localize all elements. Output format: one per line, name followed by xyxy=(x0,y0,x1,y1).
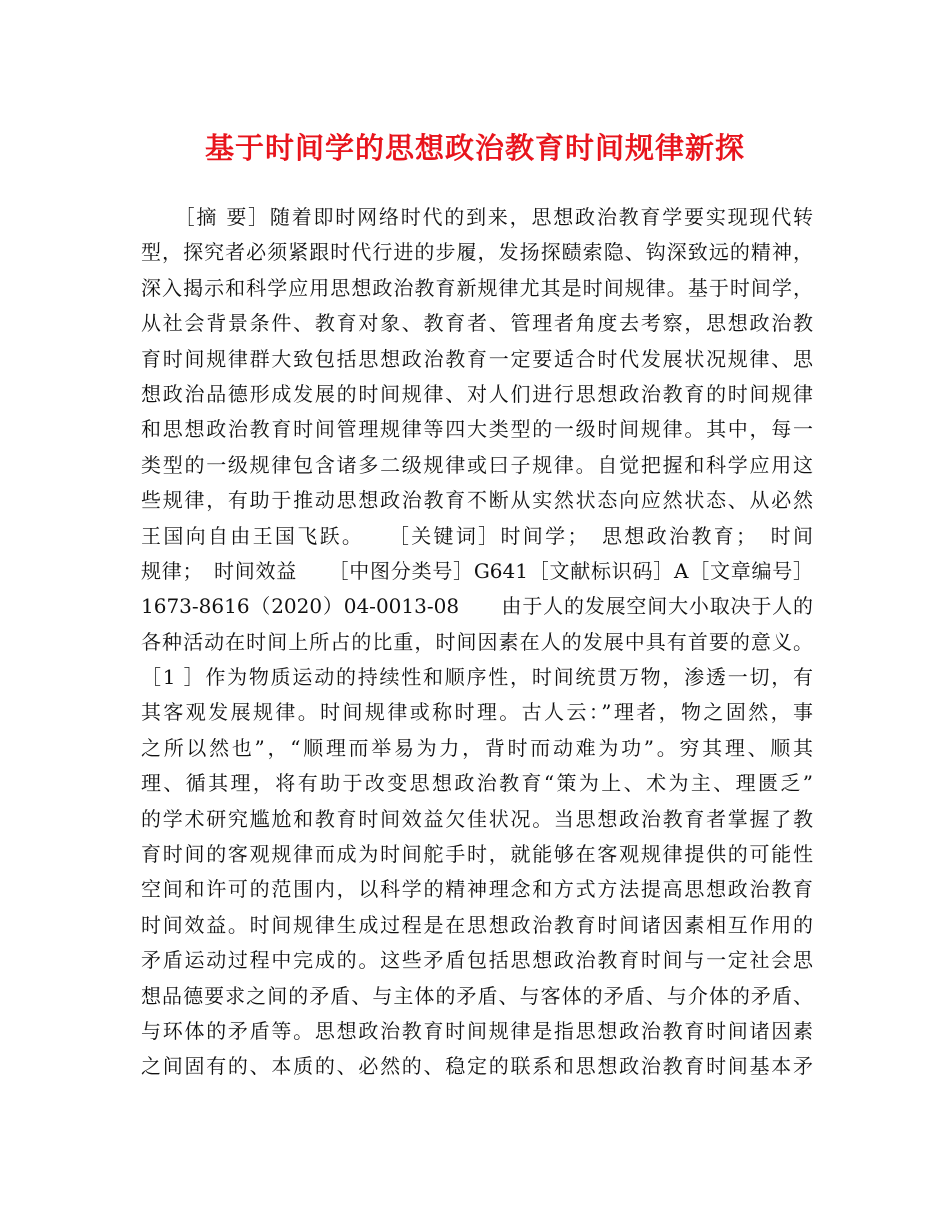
body-line: 和思想政治教育时间管理规律等四大类型的一级时间规律。其中，每一 xyxy=(141,417,813,442)
body-line: 空间和许可的范围内，以科学的精神理念和方式方法提高思想政治教育 xyxy=(141,877,813,902)
body-line: 之所以然也”，“顺理而举易为力，背时而动难为功”。穷其理、顺其 xyxy=(141,735,813,760)
body-line: 规律； 时间效益 ［中图分类号］G641［文献标识码］A［文章编号］ xyxy=(141,558,813,583)
body-line: 型，探究者必须紧跟时代行进的步履，发扬探赜索隐、钩深致远的精神， xyxy=(141,240,813,265)
body-line: 类型的一级规律包含诸多二级规律或曰子规律。自觉把握和科学应用这 xyxy=(141,452,813,477)
body-line: 矛盾运动过程中完成的。这些矛盾包括思想政治教育时间与一定社会思 xyxy=(141,948,813,973)
document-body xyxy=(141,200,813,1085)
body-line: 其客观发展规律。时间规律或称时理。古人云：”理者，物之固然，事 xyxy=(141,700,813,725)
body-line: 育时间规律群大致包括思想政治教育一定要适合时代发展状况规律、思 xyxy=(141,346,813,371)
body-line: 各种活动在时间上所占的比重，时间因素在人的发展中具有首要的意义。 xyxy=(141,629,813,654)
body-line: 理、循其理，将有助于改变思想政治教育“策为上、术为主、理匮乏” xyxy=(141,771,813,796)
body-line: 些规律，有助于推动思想政治教育不断从实然状态向应然状态、从必然 xyxy=(141,488,813,513)
body-line: 育时间的客观规律而成为时间舵手时，就能够在客观规律提供的可能性 xyxy=(141,842,813,867)
body-line: 与环体的矛盾等。思想政治教育时间规律是指思想政治教育时间诸因素 xyxy=(141,1018,813,1043)
body-line: 1673-8616（2020）04-0013-08 由于人的发展空间大小取决于人的 xyxy=(141,594,813,619)
body-line: 想品德要求之间的矛盾、与主体的矛盾、与客体的矛盾、与介体的矛盾、 xyxy=(141,983,813,1008)
body-line: ［摘 要］随着即时网络时代的到来，思想政治教育学要实现现代转 xyxy=(141,205,813,229)
body-line: 从社会背景条件、教育对象、教育者、管理者角度去考察，思想政治教 xyxy=(141,311,813,336)
body-line: 时间效益。时间规律生成过程是在思想政治教育时间诸因素相互作用的 xyxy=(141,912,813,937)
body-line: ［1 ］作为物质运动的持续性和顺序性，时间统贯万物，渗透一切，有 xyxy=(141,665,813,690)
body-line: 王国向自由王国飞跃。 ［关键词］时间学； 思想政治教育； 时间 xyxy=(141,523,813,548)
body-line: 之间固有的、本质的、必然的、稳定的联系和思想政治教育时间基本矛 xyxy=(141,1054,813,1079)
body-line: 想政治品德形成发展的时间规律、对人们进行思想政治教育的时间规律 xyxy=(141,381,813,406)
body-line: 的学术研究尴尬和教育时间效益欠佳状况。当思想政治教育者掌握了教 xyxy=(141,806,813,831)
document-title: 基于时间学的思想政治教育时间规律新探 xyxy=(204,131,745,165)
body-line: 深入揭示和科学应用思想政治教育新规律尤其是时间规律。基于时间学， xyxy=(141,275,813,300)
